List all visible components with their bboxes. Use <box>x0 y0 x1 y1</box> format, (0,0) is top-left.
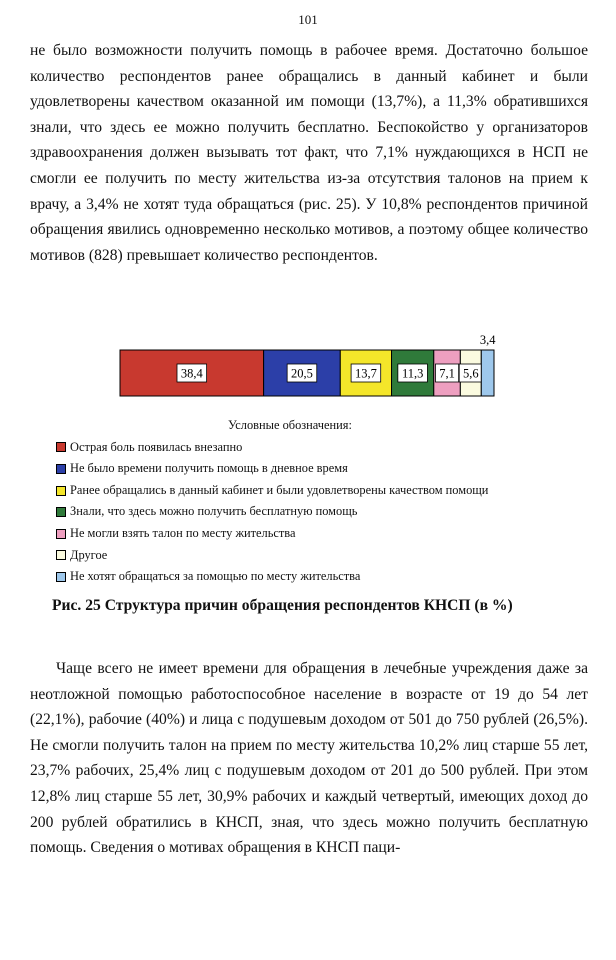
legend-swatch-4 <box>56 507 66 517</box>
legend-label-1: Острая боль появилась внезапно <box>70 439 243 454</box>
stacked-bar-chart <box>118 330 498 400</box>
legend-item-5 <box>56 523 576 545</box>
bar-segment-5 <box>434 350 461 396</box>
legend-swatch-5 <box>56 529 66 539</box>
bar-segment-1 <box>120 350 264 396</box>
legend-label-7: Не хотят обращаться за помощью по месту жительства <box>70 569 361 584</box>
legend-item-6 <box>56 545 576 567</box>
page-number: 101 <box>298 12 318 27</box>
bar-segment-3 <box>340 350 391 396</box>
bar-value-label-6: 5,6 <box>462 366 479 381</box>
legend-label-3: Ранее обращались в данный кабинет и были удовлетворены качеством помощи <box>70 482 489 497</box>
bar-segment-7 <box>480 333 496 396</box>
legend-label-6: Другое <box>70 547 108 562</box>
chart-legend <box>56 415 576 588</box>
legend-item-3 <box>56 480 576 502</box>
bar-segment-4 <box>392 350 434 396</box>
legend-item-4 <box>56 501 576 523</box>
legend-swatch-1 <box>56 442 66 452</box>
legend-label-4: Знали, что здесь можно получить бесплатную помощь <box>70 504 358 519</box>
legend-label-2: Не было времени получить помощь в дневное время <box>70 461 348 476</box>
paragraph-body: Чаще всего не имеет времени для обращения в лечебные учреждения даже за неотложной помощью работоспособное население в возрасте от 19 до 54 лет (22,1%), рабочие (40%) и лица с подушевым доходом от 501 до 750 рублей (26,5%). Не смогли получить талон на прием по месту жительства 10,2% лиц старше 55 лет, 23,7% рабочих, 25,4% лиц с подушевым доходом от 201 до 500 рублей. При этом 12,8% лиц старше 55 лет, 30,9% рабочих и каждый четвертый, имеющих доход до 200 рублей обратились в КНСП, зная, что здесь можно получить бесплатную помощь. Сведения о мотивах обращения в КНСП паци- <box>30 660 588 857</box>
bar-value-label-2: 20,5 <box>291 366 313 381</box>
legend-swatch-7 <box>56 572 66 582</box>
bar-value-label-3: 13,7 <box>354 366 377 381</box>
bar-value-label-4: 11,3 <box>401 366 424 381</box>
legend-swatch-6 <box>56 550 66 560</box>
legend-title: Условные обозначения: <box>228 418 352 432</box>
bar-rect-7 <box>481 350 494 396</box>
legend-item-1 <box>56 437 576 459</box>
chart-svg <box>118 330 498 400</box>
legend-swatch-2 <box>56 464 66 474</box>
bar-value-label-5: 7,1 <box>439 366 455 381</box>
legend-items <box>56 437 576 588</box>
paragraph-intro: не было возможности получить помощь в рабочее время. Достаточно большое количество респондентов ранее обращались в данный кабинет и были удовлетворены качеством оказанной им помощи (13,7%), а 11,3% обратившихся знали, что здесь ее можно получить бесплатно. Беспокойство у организаторов здравоохранения должен вызывать тот факт, что 7,1% нуждающихся в НСП не смогли ее получить по месту жительства из-за отсутствия талонов на прием к врачу, а 3,4% не хотят туда обращаться (рис. 25). У 10,8% респондентов причиной обращения явились одновременно несколько мотивов, а поэтому общее количество мотивов (828) превышает количество респондентов. <box>30 42 588 264</box>
bar-segment-6 <box>459 350 482 396</box>
legend-label-5: Не могли взять талон по месту жительства <box>70 525 296 540</box>
bar-segment-2 <box>264 350 341 396</box>
legend-item-7 <box>56 566 576 588</box>
bar-value-label-1: 38,4 <box>180 366 203 381</box>
bar-value-label-7: 3,4 <box>479 333 496 347</box>
legend-item-2 <box>56 458 576 480</box>
figure-caption: Рис. 25 Структура причин обращения респондентов КНСП (в %) <box>52 597 513 614</box>
legend-swatch-3 <box>56 486 66 496</box>
